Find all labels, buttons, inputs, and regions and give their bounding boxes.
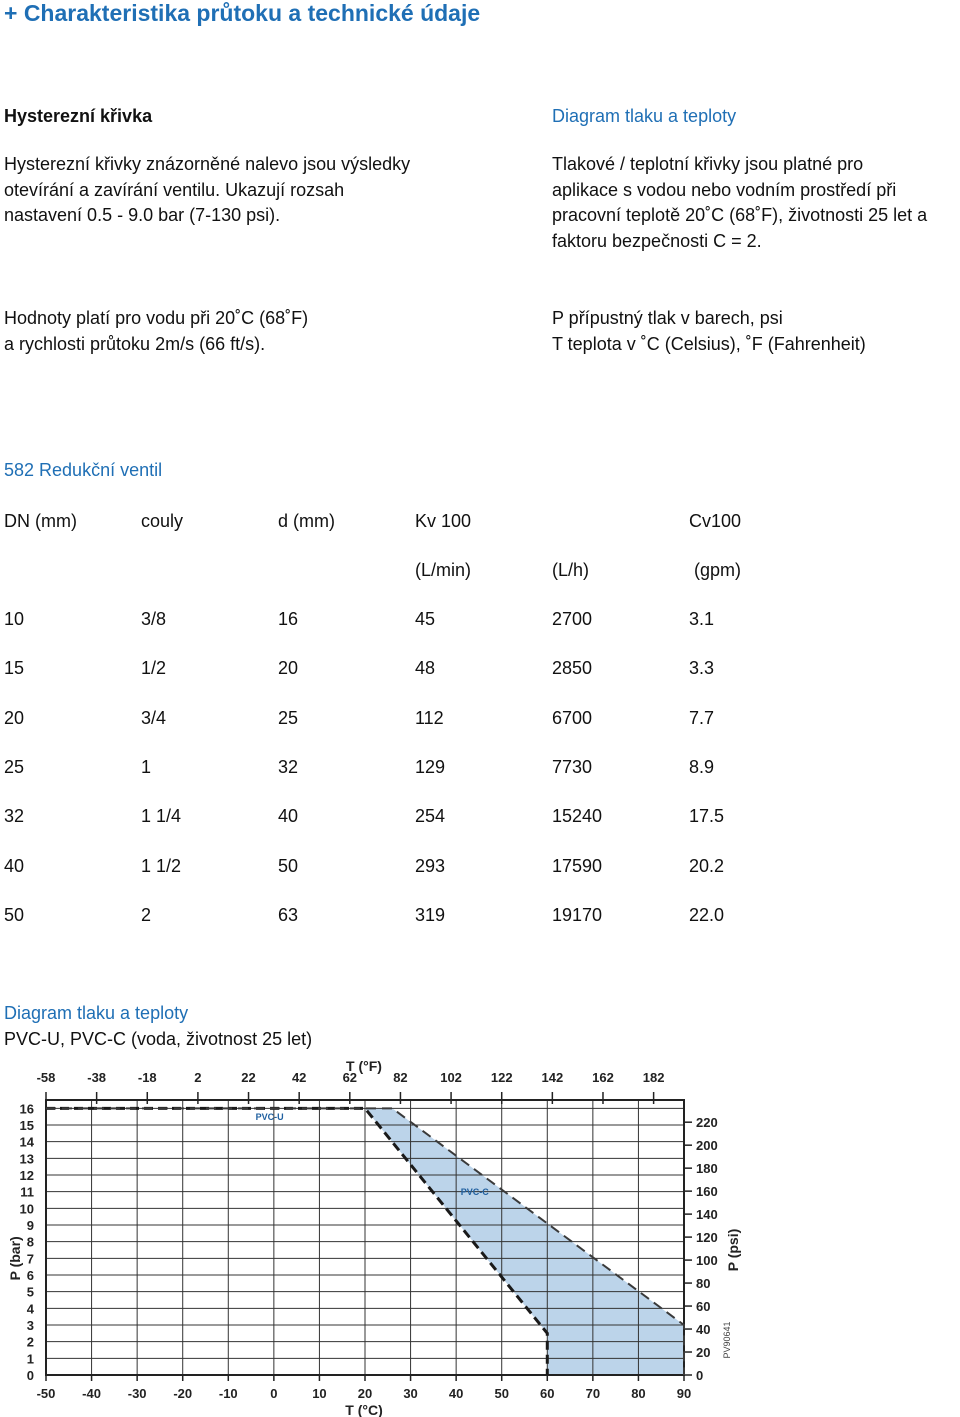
- table-cell: 8.9: [689, 756, 715, 777]
- x-top-tick-label: -38: [87, 1070, 107, 1085]
- table-cell: 25: [4, 756, 25, 777]
- y-left-tick-label: 5: [26, 1284, 34, 1300]
- x-top-tick-label: 2: [194, 1070, 202, 1085]
- x-top-tick-label: 42: [291, 1070, 307, 1085]
- y-right-tick-label: 160: [696, 1184, 718, 1200]
- table-cell: 22.0: [689, 904, 725, 925]
- y-right-tick-label: 140: [696, 1207, 718, 1223]
- table-cell: 1 1/2: [141, 855, 182, 876]
- y-right-tick-label: 20: [696, 1345, 711, 1361]
- table-cell: 2: [141, 904, 152, 925]
- table-title: 582 Redukční ventil: [4, 460, 163, 480]
- table-cell: 3/4: [141, 707, 167, 728]
- table-cell: 3/8: [141, 609, 167, 629]
- text-line: P přípustný tlak v barech, psi: [552, 308, 783, 328]
- x-bottom-tick-label: 30: [403, 1386, 418, 1401]
- x-bottom-tick-label: 90: [676, 1386, 692, 1401]
- hysteresis-heading: Hysterezní křivka: [4, 106, 153, 126]
- table-cell: 7.7: [689, 707, 715, 728]
- x-bottom-tick-label: 10: [312, 1386, 327, 1401]
- y-left-tick-label: 4: [26, 1301, 34, 1317]
- table-cell: 254: [415, 806, 446, 827]
- x-bottom-tick-label: 60: [540, 1386, 555, 1401]
- text-line: Hysterezní křivky znázorněné nalevo jsou výsledky: [4, 154, 411, 174]
- table-cell: 20.2: [689, 855, 725, 876]
- x-top-tick-label: -18: [137, 1070, 157, 1085]
- table-cell: 17.5: [689, 806, 725, 827]
- table-cell: 63: [278, 904, 299, 925]
- x-top-tick-label: 162: [592, 1070, 614, 1085]
- table-cell: 40: [278, 806, 299, 827]
- page-title: + Charakteristika průtoku a technické údaje: [4, 0, 481, 26]
- text-line: Tlakové / teplotní křivky jsou platné pro: [552, 154, 864, 174]
- column-header: couly: [141, 511, 184, 531]
- table-cell: 319: [415, 904, 446, 925]
- table-cell: 19170: [552, 904, 603, 925]
- y-right-tick-label: 100: [696, 1253, 718, 1269]
- text-line: otevírání a zavírání ventilu. Ukazují rozsah: [4, 180, 345, 200]
- text-line: a rychlosti průtoku 2m/s (66 ft/s).: [4, 334, 266, 354]
- y-right-tick-label: 220: [696, 1115, 718, 1131]
- x-bottom-tick-label: 70: [585, 1386, 601, 1401]
- x-bottom-tick-label: 80: [631, 1386, 646, 1401]
- x-bottom-tick-label: -40: [82, 1386, 101, 1401]
- column-header: d (mm): [278, 511, 335, 531]
- y-right-tick-label: 40: [696, 1322, 711, 1338]
- table-cell: 32: [4, 806, 25, 827]
- text-line: aplikace s vodou nebo vodním prostředí při: [552, 180, 897, 200]
- column-subheader: (gpm): [694, 560, 742, 580]
- table-cell: 3.1: [689, 609, 715, 629]
- table-cell: 20: [4, 707, 25, 728]
- table-cell: 112: [415, 707, 444, 728]
- table-cell: 32: [278, 756, 299, 777]
- figure-code-label: PV90641: [722, 1321, 732, 1359]
- table-cell: 45: [415, 609, 436, 629]
- x-bottom-tick-label: 0: [270, 1386, 278, 1401]
- y-left-tick-label: 16: [19, 1101, 34, 1117]
- x-bottom-tick-label: -20: [173, 1386, 193, 1401]
- table-cell: 2700: [552, 609, 593, 629]
- y-right-tick-label: 120: [696, 1230, 718, 1246]
- y-left-tick-label: 9: [26, 1218, 34, 1233]
- table-cell: 16: [278, 609, 299, 629]
- table-cell: 50: [278, 855, 299, 876]
- x-bottom-tick-label: -50: [36, 1386, 56, 1401]
- table-cell: 293: [415, 855, 446, 876]
- y-left-tick-label: 13: [19, 1151, 34, 1167]
- x-bottom-tick-label: 20: [357, 1386, 373, 1401]
- y-left-tick-label: 12: [19, 1168, 34, 1183]
- x-top-tick-label: 142: [541, 1070, 564, 1085]
- x-top-tick-label: 182: [642, 1070, 665, 1085]
- series-label-pvc-u: PVC-U: [255, 1112, 284, 1122]
- text-line: T teplota v ˚C (Celsius), ˚F (Fahrenheit): [552, 334, 866, 354]
- y-left-axis-title: P (bar): [7, 1236, 23, 1281]
- table-cell: 10: [4, 609, 25, 629]
- x-top-tick-label: 22: [241, 1070, 256, 1085]
- table-cell: 1: [141, 756, 152, 777]
- column-subheader: (L/h): [552, 560, 590, 580]
- y-left-tick-label: 15: [19, 1118, 34, 1133]
- column-header: DN (mm): [4, 511, 77, 531]
- y-left-tick-label: 14: [19, 1134, 34, 1150]
- y-right-tick-label: 60: [696, 1299, 711, 1315]
- y-left-tick-label: 8: [26, 1234, 34, 1250]
- table-cell: 20: [278, 658, 299, 679]
- x-top-tick-label: 82: [393, 1070, 408, 1085]
- x-top-tick-label: 122: [490, 1070, 513, 1085]
- y-right-tick-label: 180: [696, 1161, 718, 1177]
- table-cell: 1/2: [141, 658, 167, 679]
- column-header: Cv100: [689, 511, 742, 531]
- text-line: Hodnoty platí pro vodu při 20˚C (68˚F): [4, 308, 309, 328]
- y-left-tick-label: 1: [26, 1351, 34, 1367]
- x-bottom-tick-label: 50: [494, 1386, 509, 1401]
- y-right-tick-label: 200: [696, 1138, 718, 1154]
- x-bottom-tick-label: 40: [448, 1386, 464, 1401]
- series-label-pvc-c: PVC-C: [460, 1187, 489, 1197]
- table-cell: 1 1/4: [141, 806, 182, 827]
- y-right-tick-label: 80: [696, 1276, 711, 1292]
- text-line: pracovní teplotě 20˚C (68˚F), životnosti 25 let a: [552, 205, 928, 225]
- x-top-tick-label: -58: [36, 1070, 56, 1085]
- y-left-tick-label: 2: [26, 1334, 34, 1350]
- y-left-tick-label: 6: [26, 1268, 34, 1283]
- diagram-subheading: PVC-U, PVC-C (voda, životnost 25 let): [4, 1029, 313, 1049]
- table-cell: 2850: [552, 658, 593, 679]
- x-top-axis-title: T (°F): [346, 1058, 382, 1074]
- pt-diagram-heading: Diagram tlaku a teploty: [552, 106, 737, 126]
- x-top-tick-label: 62: [342, 1070, 358, 1085]
- table-cell: 15240: [552, 806, 603, 827]
- table-cell: 50: [4, 904, 25, 925]
- y-left-tick-label: 7: [26, 1251, 34, 1267]
- table-cell: 129: [415, 756, 446, 777]
- x-bottom-tick-label: -10: [218, 1386, 238, 1401]
- y-left-tick-label: 10: [19, 1201, 34, 1217]
- x-bottom-tick-label: -30: [127, 1386, 147, 1401]
- x-bottom-axis-title: T (°C): [345, 1402, 383, 1417]
- y-left-tick-label: 0: [26, 1368, 34, 1383]
- text-line: faktoru bezpečnosti C = 2.: [552, 231, 762, 251]
- table-cell: 3.3: [689, 658, 715, 679]
- pressure-temperature-chart: [0, 1055, 960, 1417]
- diagram-heading: Diagram tlaku a teploty: [4, 1003, 189, 1023]
- x-top-tick-label: 102: [440, 1070, 462, 1085]
- text-line: nastavení 0.5 - 9.0 bar (7-130 psi).: [4, 205, 281, 225]
- column-subheader: (L/min): [415, 560, 472, 580]
- y-right-tick-label: 0: [696, 1368, 704, 1383]
- y-left-tick-label: 11: [20, 1184, 34, 1200]
- y-right-axis-title: P (psi): [725, 1228, 741, 1272]
- table-cell: 15: [4, 658, 25, 679]
- table-cell: 25: [278, 707, 299, 728]
- column-header: Kv 100: [415, 511, 472, 531]
- table-cell: 40: [4, 855, 25, 876]
- y-left-tick-label: 3: [26, 1318, 34, 1333]
- table-cell: 7730: [552, 756, 593, 777]
- table-cell: 48: [415, 658, 436, 679]
- table-cell: 6700: [552, 707, 593, 728]
- table-cell: 17590: [552, 855, 603, 876]
